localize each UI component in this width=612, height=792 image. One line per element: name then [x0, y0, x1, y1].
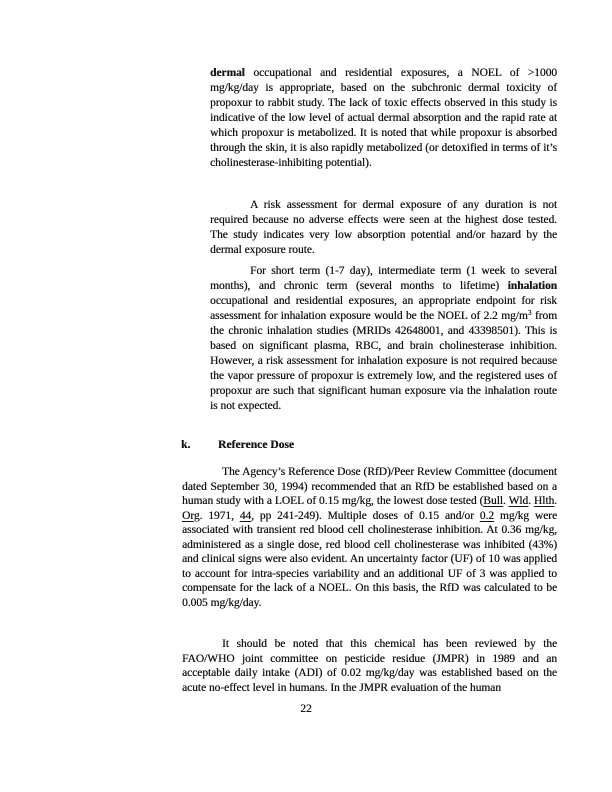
paragraph-dermal-noel: dermal occupational and residential exposures, a NOEL of >1000 mg/kg/day is appropriate, based on the subchronic dermal toxicity of propoxur to rabbit study. The lack of toxic effects observed in this study is indicative of the low level of actual dermal absorption and the rapid rate at which propoxur is metabolized. It is noted that while propoxur is absorbed through the skin, it is also rapidly metabolized (or detoxified in terms of it’s cholinesterase-inhibiting potential). — [210, 67, 557, 169]
paragraph-inhalation-noel: For short term (1-7 day), intermediate term (1 week to several months), and chronic term (several months to lifetime) inhalation occupational and residential exposures, an appropriate endpoint for risk assessment for inhalation exposure would be the NOEL of 2.2 $mg/m^3$ from the chronic inhalation studies (MRIDs 42648001, and 43398501). This is based on significant plasma, RBC, and brain cholinesterase inhibition. However, a risk assessment for inhalation exposure is not required because the vapor pressure of propoxur is extremely low, and the registered uses of propoxur are such that significant human exposure via the inhalation route is not expected. — [210, 265, 557, 412]
paragraph-dermal-risk-assessment: A risk assessment for dermal exposure of any duration is not required because no adverse effects were seen at the highest dose tested. The study indicates very low absorption potential and/or hazard by the dermal exposure route. — [210, 199, 557, 256]
paragraph-jmpr-adi: It should be noted that this chemical has been reviewed by the FAO/WHO joint committee on pesticide residue (JMPR) in 1989 and an acceptable daily intake (ADI) of 0.02 mg/kg/day was established based on the acute no-effect level in humans. In the JMPR evaluation of the human — [182, 638, 557, 694]
section-heading-label: k. — [181, 438, 191, 451]
page-number: 22 — [300, 703, 312, 715]
paragraph-rfd-committee: The Agency’s Reference Dose (RfD)/Peer Review Committee (document dated September 30, 1994) recommended that an RfD be established based on a human study with a LOEL of 0.15 mg/kg, the lowest dose tested (Bull. Wld. Hlth. Org. 1971, 44, pp 241-249). Multiple doses of 0.15 and/or 0.2 mg/kg were associated with transient red blood cell cholinesterase inhibition. At 0.36 mg/kg, administered as a single dose, red blood cell cholinesterase was inhibited (43%) and clinical signs were also evident. An uncertainty factor (UF) of 10 was applied to account for intra-species variability and an additional UF of 3 was applied to compensate for the lack of a NOEL. On this basis, the RfD was calculated to be 0.005 mg/kg/day. — [182, 466, 557, 609]
section-heading-reference-dose — [181, 438, 294, 451]
section-heading-title: Reference Dose — [218, 438, 295, 451]
